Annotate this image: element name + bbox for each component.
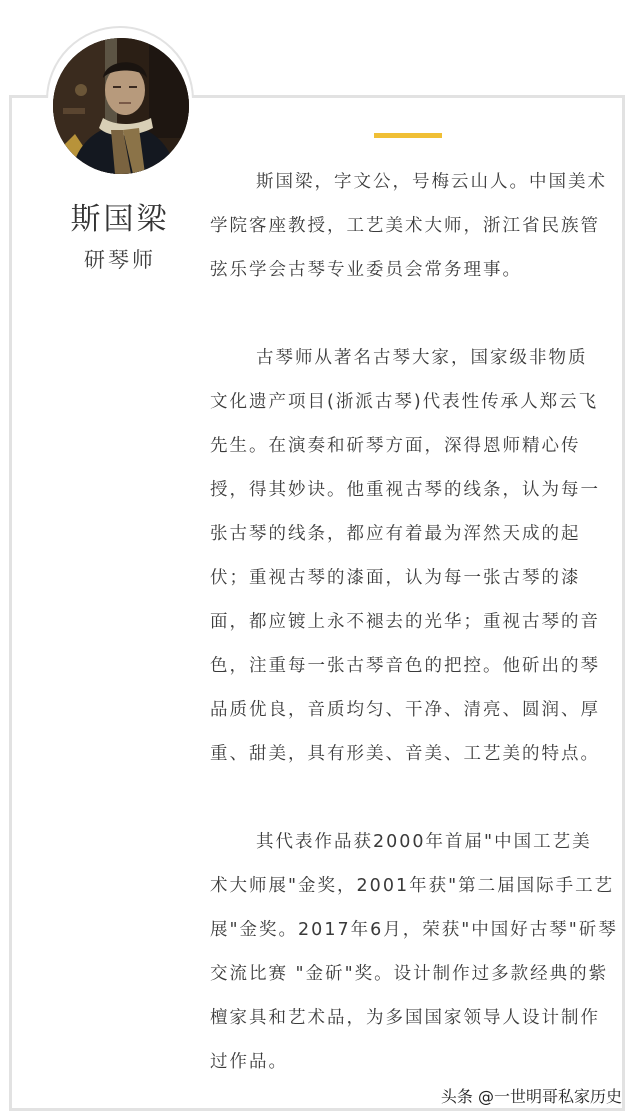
bio-line: 其代表作品获2000年首届"中国工艺美: [256, 832, 592, 852]
bio-line: 重、甜美，具有形美、音美、工艺美的特点。: [210, 744, 600, 764]
bio-line: 斯国梁，字文公，号梅云山人。中国美术: [256, 172, 607, 192]
source-watermark: 头条 @一世明哥私家历史: [440, 1087, 622, 1106]
accent-divider: [374, 133, 442, 138]
bio-paragraph-3: [210, 820, 618, 1084]
biography: [210, 160, 618, 1084]
bio-line: 交流比赛 "金斫"奖。设计制作过多款经典的紫: [210, 964, 609, 984]
bio-line: 檀家具和艺术品，为多国国家领导人设计制作: [210, 1008, 600, 1028]
bio-line: 授，得其妙诀。他重视古琴的线条，认为每一: [210, 480, 600, 500]
bio-line: 弦乐学会古琴专业委员会常务理事。: [210, 260, 522, 280]
bio-line: 伏；重视古琴的漆面，认为每一张古琴的漆: [210, 568, 581, 588]
bio-line: 学院客座教授，工艺美术大师，浙江省民族管: [210, 216, 600, 236]
bio-line: 张古琴的线条，都应有着最为浑然天成的起: [210, 524, 581, 544]
bio-paragraph-1: [210, 160, 606, 292]
bio-line: 古琴师从著名古琴大家，国家级非物质: [256, 348, 588, 368]
profile-role: 研琴师: [84, 248, 156, 272]
bio-line: 品质优良，音质均匀、干净、清亮、圆润、厚: [210, 700, 600, 720]
bio-line: 先生。在演奏和斫琴方面，深得恩师精心传: [210, 436, 581, 456]
bio-line: 过作品。: [210, 1052, 288, 1072]
profile-name: 斯国梁: [70, 202, 170, 237]
bio-line: 展"金奖。2017年6月，荣获"中国好古琴"斫琴: [210, 920, 618, 940]
bio-paragraph-2: [210, 336, 606, 776]
bio-line: 文化遗产项目(浙派古琴)代表性传承人郑云飞: [210, 392, 599, 412]
portrait-photo-icon: [53, 38, 189, 174]
avatar: [53, 38, 189, 174]
bio-line: 术大师展"金奖，2001年获"第二届国际手工艺: [210, 876, 615, 896]
bio-line: 面，都应镀上永不褪去的光华；重视古琴的音: [210, 612, 600, 632]
bio-line: 色，注重每一张古琴音色的把控。他斫出的琴: [210, 656, 600, 676]
